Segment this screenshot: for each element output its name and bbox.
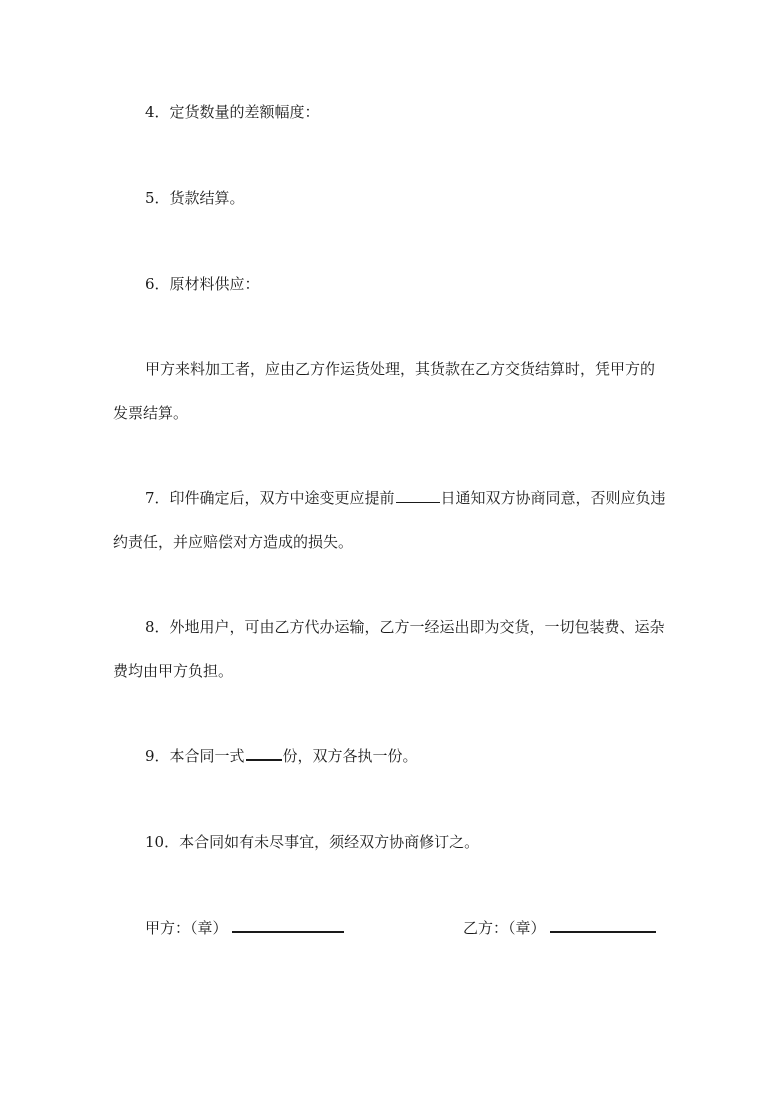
clause-8-line-1: 8．外地用户，可由乙方代办运输，乙方一经运出即为交货，一切包装费、运杂 [145, 618, 665, 636]
party-a-signature [145, 918, 344, 938]
days-blank [396, 501, 440, 503]
clause-7-text-b: 日通知双方协商同意，否则应负违 [440, 489, 666, 507]
party-b-signature-line [550, 930, 656, 933]
clause-6: 6．原材料供应： [145, 275, 260, 293]
clause-5: 5．货款结算。 [145, 189, 245, 207]
clause-8-line-2: 费均由甲方负担。 [113, 662, 234, 680]
clause-10: 10．本合同如有未尽事宜，须经双方协商修订之。 [145, 833, 480, 851]
clause-9 [145, 746, 418, 766]
clause-6-paragraph-line-2: 发票结算。 [113, 404, 189, 422]
party-a-label: 甲方：（章） [145, 919, 228, 937]
clause-6-paragraph-line-1: 甲方来料加工者，应由乙方作运货处理，其货款在乙方交货结算时，凭甲方的 [145, 360, 656, 378]
clause-7-line-1 [145, 488, 666, 508]
clause-4: 4．定货数量的差额幅度： [145, 103, 320, 121]
clause-9-text-a: 9．本合同一式 [145, 747, 245, 765]
clause-7-line-2: 约责任，并应赔偿对方造成的损失。 [113, 533, 354, 551]
clause-7-text-a: 7．印件确定后，双方中途变更应提前 [145, 489, 395, 507]
party-b-label: 乙方：（章） [463, 919, 546, 937]
clause-9-text-b: 份，双方各执一份。 [282, 747, 418, 765]
party-b-signature [463, 918, 656, 938]
copies-blank [246, 758, 282, 761]
party-a-signature-line [232, 930, 344, 933]
